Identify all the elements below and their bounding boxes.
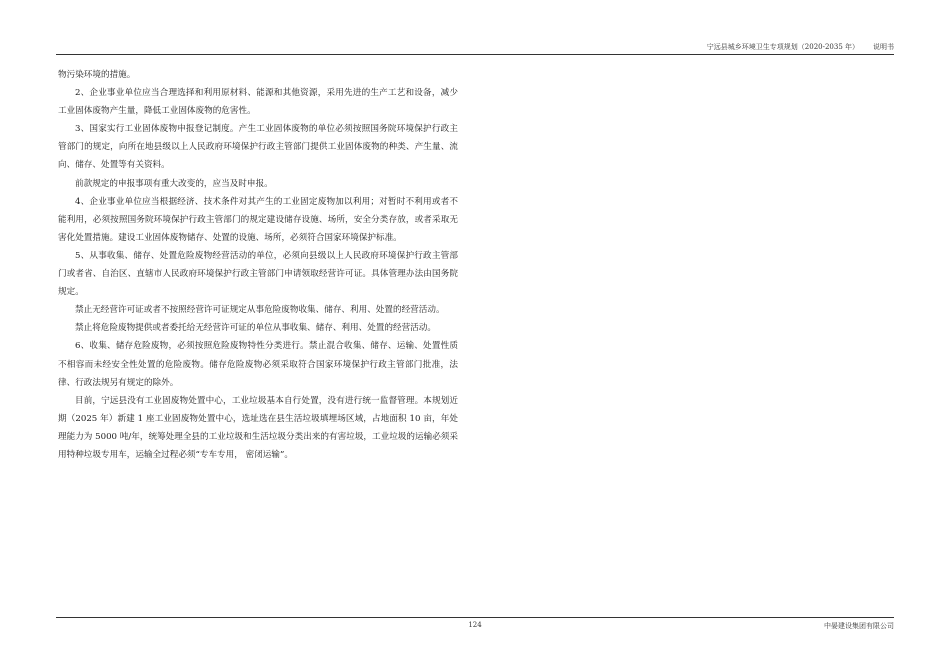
- paragraph: 禁止将危险废物提供或者委托给无经营许可证的单位从事收集、储存、利用、处置的经营活动。: [75, 323, 436, 334]
- paragraph: 前款规定的申报事项有重大改变的，应当及时申报。: [75, 178, 273, 189]
- paragraph: 6、收集、储存危险废物，必须按照危险废物特性分类进行。禁止混合收集、储存、运输、处置性质不相容而未经安全性处置的危险废物。储存危险废物必须采取符合国家环境保护行政主管部门批准，法律、行政法规另有规定的除外。: [58, 341, 458, 388]
- document-title: 宁远县城乡环境卫生专项规划（2020-2035 年）: [706, 43, 859, 51]
- paragraph: 目前，宁远县没有工业固废物处置中心，工业垃圾基本自行处置，没有进行统一监督管理。本规划近期（2025 年）新建 1 座工业固废物处置中心，选址选在县生活垃圾填埋场区域，占地面积 10 亩，年处理能力为 5000 吨/年，统筹处理全县的工业垃圾和生活垃圾分类出来的有害垃圾，工业垃圾的运输必须采用特种垃圾专用车，运输全过程必须“专车专用， 密闭运输”。: [58, 395, 458, 460]
- paragraph: 4、企业事业单位应当根据经济、技术条件对其产生的工业固定废物加以利用；对暂时不利用或者不能利用，必须按照国务院环境保护行政主管部门的规定建设储存设施、场所，安全分类存放，或者采取无害化处置措施。建设工业固体废物储存、处置的设施、场所，必须符合国家环境保护标准。: [58, 196, 458, 243]
- footer-rule: [56, 617, 894, 618]
- paragraph: 3、国家实行工业固体废物申报登记制度。产生工业固体废物的单位必须按照国务院环境保护行政主管部门的规定，向所在地县级以上人民政府环境保护行政主管部门提供工业固体废物的种类、产生量、流向、储存、处置等有关资料。: [58, 124, 458, 171]
- header-rule: [56, 54, 894, 55]
- paragraph: 物污染环境的措施。: [58, 70, 136, 80]
- page-number: 124: [468, 621, 482, 629]
- company-name: 中晏建设集团有限公司: [824, 622, 894, 630]
- paragraph: 2、企业事业单位应当合理选择和利用原材料、能源和其他资源，采用先进的生产工艺和设备，减少工业固体废物产生量，降低工业固体废物的危害性。: [58, 88, 458, 117]
- document-section: 说明书: [873, 43, 894, 51]
- paragraph: 禁止无经营许可证或者不按照经营许可证规定从事危险废物收集、储存、利用、处置的经营活动。: [75, 305, 445, 316]
- body-text: [58, 66, 458, 464]
- paragraph: 5、从事收集、储存、处置危险废物经营活动的单位，必须向县级以上人民政府环境保护行政主管部门或者省、自治区、直辖市人民政府环境保护行政主管部门申请领取经营许可证。具体管理办法由国务院规定。: [58, 250, 458, 298]
